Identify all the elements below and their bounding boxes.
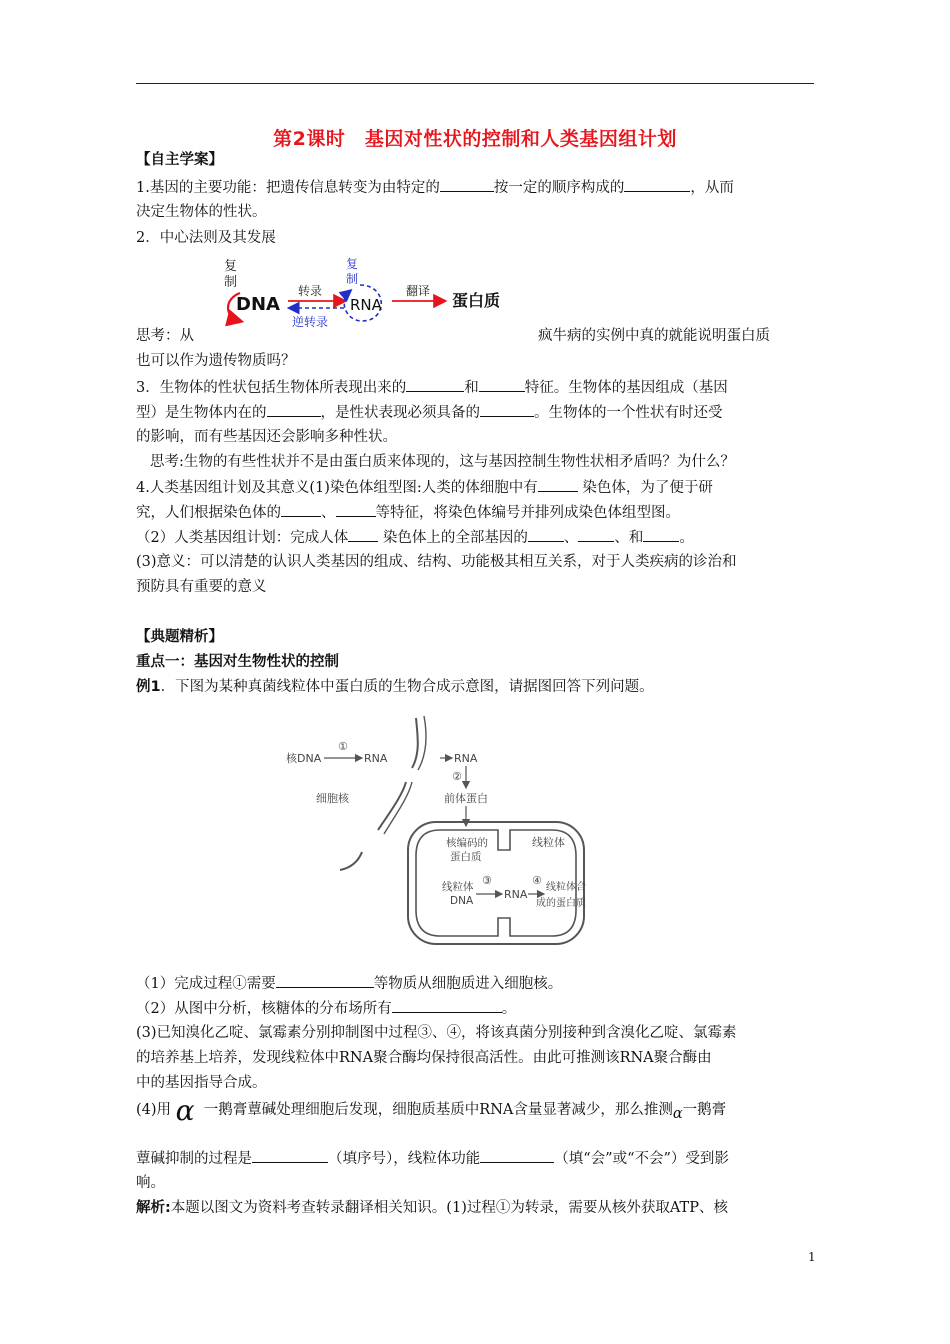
nuclear-encoded-protein-label-1: 核编码的 xyxy=(446,837,488,849)
transcription-label: 转录 xyxy=(298,284,323,298)
header-rule xyxy=(136,83,814,84)
answer-3-cont2: 中的基因指导合成。 xyxy=(136,1075,267,1091)
mitochondria-protein-diagram xyxy=(270,710,590,960)
think-1-cont: 也可以作为遗传物质吗？ xyxy=(136,353,296,369)
blank[interactable] xyxy=(528,527,564,542)
mito-rna-label: RNA xyxy=(504,888,528,901)
blank[interactable] xyxy=(578,527,614,542)
blank[interactable] xyxy=(348,527,378,542)
answer-3: (3)已知溴化乙啶、氯霉素分别抑制图中过程③、④，将该真菌分别接种到含溴化乙啶、氯霉素 xyxy=(136,1025,737,1041)
dna-label: DNA xyxy=(236,294,280,315)
question-3-cont: 型）是生物体内在的 ，是性状表现必须具备的 。生物体的一个性状有时还受 xyxy=(136,402,816,423)
think-1: 思考：从 疯牛病的实例中真的就能说明蛋白质 xyxy=(136,328,770,344)
blank[interactable] xyxy=(281,502,321,517)
nucleus-label: 细胞核 xyxy=(316,792,349,805)
translation-label: 翻译 xyxy=(406,284,431,298)
blank[interactable] xyxy=(276,973,374,988)
think-2: 思考:生物的有些性状并不是由蛋白质来体现的，这与基因控制生物性状相矛盾吗？为什么？ xyxy=(150,454,735,470)
example-1: 例1．下图为某种真菌线粒体中蛋白质的生物合成示意图，请据图回答下列问题。 xyxy=(136,679,654,695)
answer-4-cont: 蕈碱抑制的过程是 （填序号），线粒体功能 （填“会”或“不会”）受到影 xyxy=(136,1148,816,1169)
blank[interactable] xyxy=(538,477,578,492)
blank[interactable] xyxy=(643,527,679,542)
answer-1: （1）完成过程①需要 等物质从细胞质进入细胞核。 xyxy=(136,973,816,994)
question-1: 1.基因的主要功能：把遗传信息转变为由特定的 按一定的顺序构成的 ，从而 xyxy=(136,177,816,198)
section-heading-self-study: 【自主学案】 xyxy=(136,152,223,168)
alpha-symbol-small: α xyxy=(672,1106,683,1122)
blank[interactable] xyxy=(480,402,534,417)
blank[interactable] xyxy=(336,502,376,517)
focus-heading: 重点一：基因对生物性状的控制 xyxy=(136,654,339,670)
answer-2: （2）从图中分析，核糖体的分布场所有 。 xyxy=(136,998,816,1019)
question-4-part2: （2）人类基因组计划：完成人体 染色体上的全部基因的 、 、和 。 xyxy=(136,527,816,548)
cytoplasm-rna-label: RNA xyxy=(454,752,478,765)
copy-label-1: 复 xyxy=(224,259,238,274)
blank[interactable] xyxy=(252,1148,328,1163)
nuclear-dna-label: 核DNA xyxy=(286,752,322,765)
page-number: 1 xyxy=(808,1250,816,1264)
nuclear-membrane-bottom xyxy=(340,852,362,870)
nuclear-membrane-lower-inner xyxy=(384,782,412,834)
question-4-part3: (3)意义：可以清楚的认识人类基因的组成、结构、功能极其相互关系，对于人类疾病的诊治和 xyxy=(136,554,737,570)
nuclear-membrane-upper xyxy=(412,718,418,768)
answer-3-cont: 的培养基上培养，发现线粒体中RNA聚合酶均保持很高活性。由此可推测该RNA聚合酶由 xyxy=(136,1050,712,1066)
alpha-symbol: α xyxy=(175,1094,195,1127)
process-4-label: ④ xyxy=(532,874,542,887)
question-1-cont: 决定生物体的性状。 xyxy=(136,204,267,220)
analysis: 解析:本题以图文为资料考查转录翻译相关知识。(1)过程①为转录，需要从核外获取ATP、核 xyxy=(136,1200,728,1216)
process-1-label: ① xyxy=(338,740,348,753)
section-heading-examples: 【典题精析】 xyxy=(136,629,223,645)
mito-dna-label-1: 线粒体 xyxy=(442,881,474,893)
question-4: 4.人类基因组计划及其意义(1)染色体组型图:人类的体细胞中有 染色体，为了便于研 xyxy=(136,477,816,498)
rna-label: RNA xyxy=(350,296,382,314)
mito-dna-label-2: DNA xyxy=(450,895,474,907)
blank[interactable] xyxy=(479,377,525,392)
mitochondrion-label: 线粒体 xyxy=(532,836,565,849)
question-3-cont2: 的影响，而有些基因还会影响多种性状。 xyxy=(136,429,397,445)
blank[interactable] xyxy=(440,177,494,192)
copy-label-2: 制 xyxy=(224,275,238,290)
central-dogma-diagram xyxy=(210,255,530,335)
rna-copy-label-2: 制 xyxy=(346,272,359,286)
precursor-protein-label: 前体蛋白 xyxy=(444,792,488,805)
question-4-part3-cont: 预防具有重要的意义 xyxy=(136,579,267,595)
reverse-transcription-label: 逆转录 xyxy=(292,315,329,329)
nuclear-rna-label: RNA xyxy=(364,752,388,765)
question-2: 2．中心法则及其发展 xyxy=(136,230,276,246)
process-3-label: ③ xyxy=(482,874,492,887)
mito-protein-label-1: 线粒体合 xyxy=(546,882,586,893)
blank[interactable] xyxy=(406,377,464,392)
process-2-label: ② xyxy=(452,770,462,783)
question-4-cont: 究，人们根据染色体的 、 等特征，将染色体编号并排列成染色体组型图。 xyxy=(136,502,816,523)
blank[interactable] xyxy=(392,998,502,1013)
blank[interactable] xyxy=(480,1148,554,1163)
blank[interactable] xyxy=(624,177,690,192)
protein-label: 蛋白质 xyxy=(452,291,501,310)
page-title: 第2课时 基因对性状的控制和人类基因组计划 xyxy=(273,128,677,150)
mito-protein-label-2: 成的蛋白质 xyxy=(536,898,586,909)
blank[interactable] xyxy=(267,402,321,417)
question-3: 3．生物体的性状包括生物体所表现出来的 和 特征。生物体的基因组成（基因 xyxy=(136,377,816,398)
nuclear-membrane-upper-inner xyxy=(418,716,426,770)
answer-4: (4)用 α 一鹅膏蕈碱处理细胞后发现，细胞质基质中RNA含量显著减少，那么推测α一鹅膏 xyxy=(136,1094,727,1127)
answer-4-cont2: 响。 xyxy=(136,1175,165,1191)
nuclear-encoded-protein-label-2: 蛋白质 xyxy=(450,851,482,863)
rna-copy-label-1: 复 xyxy=(346,257,359,271)
